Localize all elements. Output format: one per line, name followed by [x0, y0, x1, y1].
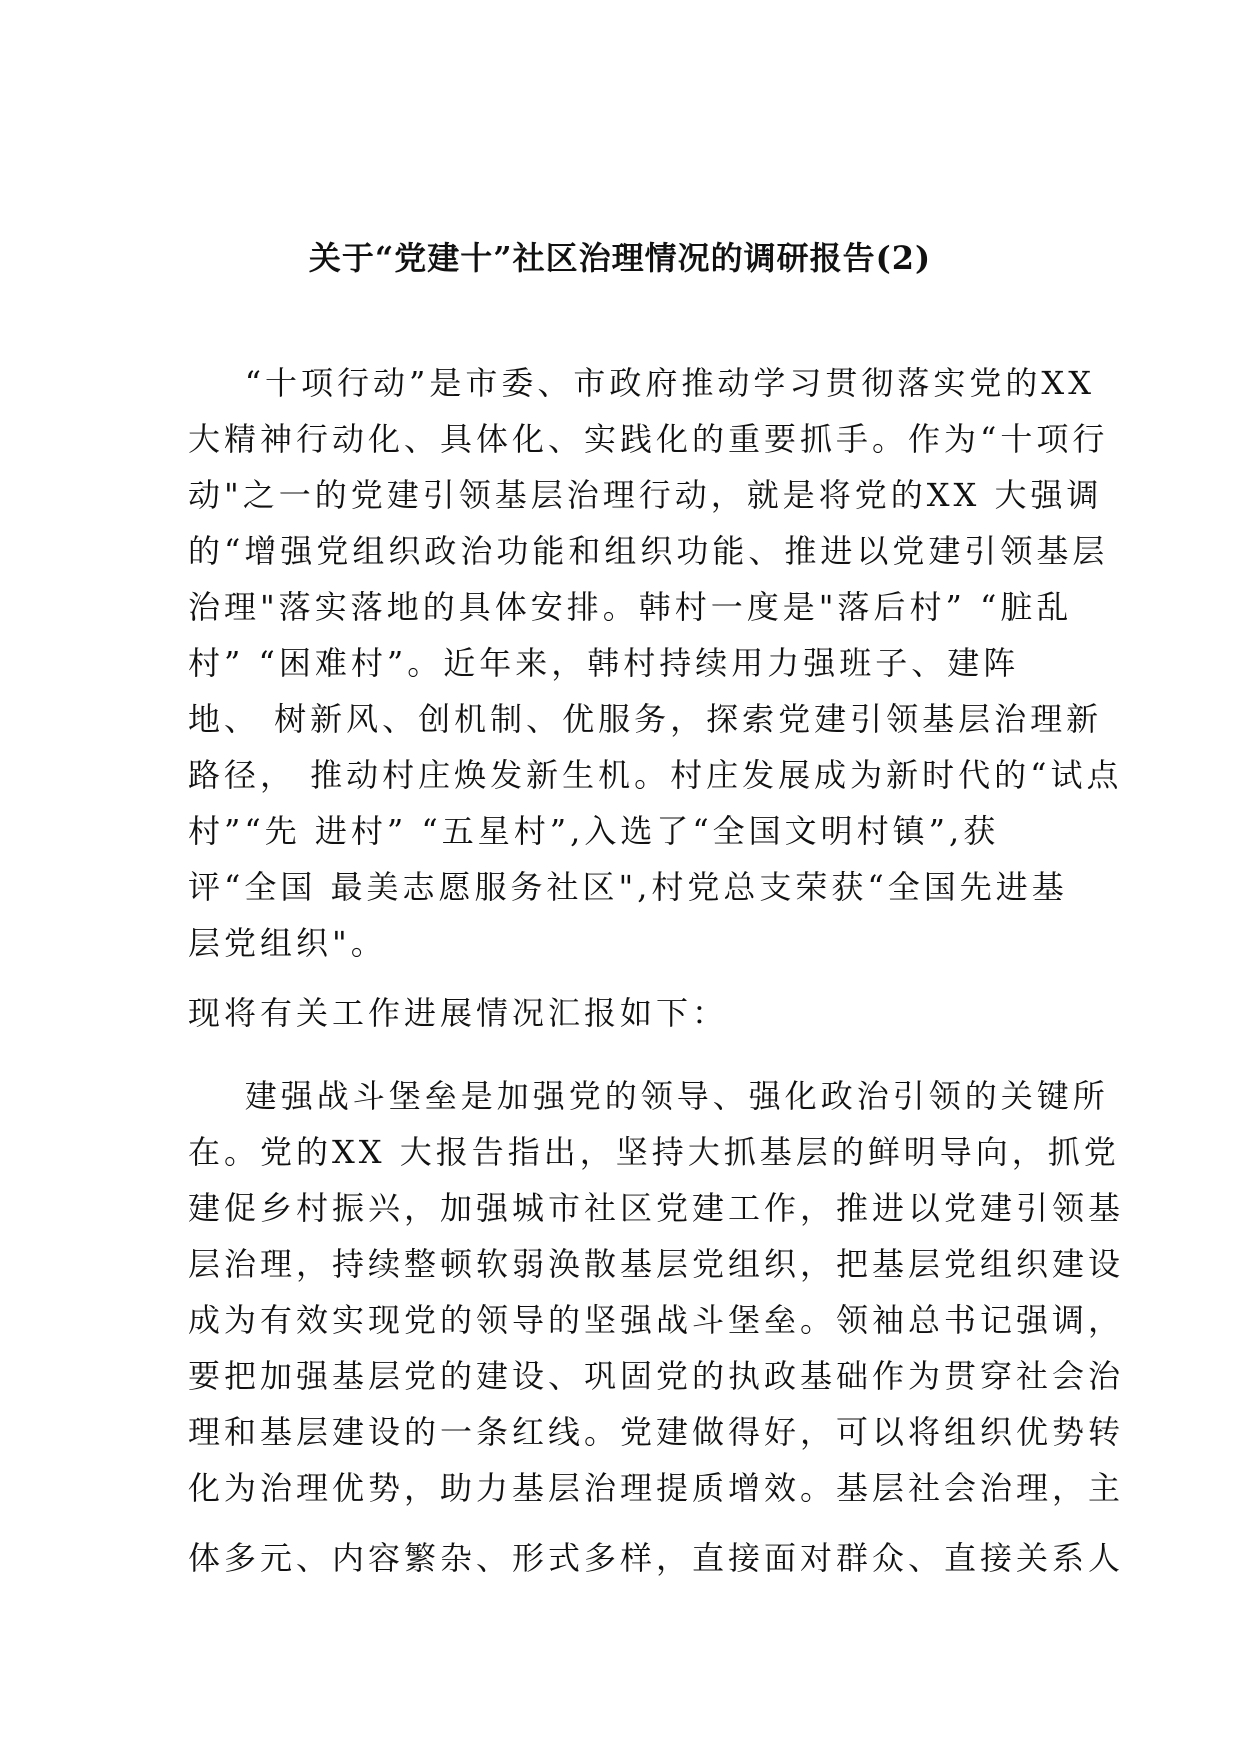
text-line: 评“全国 最美志愿服务社区",村党总支荣获“全国先进基 — [188, 868, 1068, 906]
text-line: 治理"落实落地的具体安排。韩村一度是"落后村” “脏乱 — [188, 588, 1073, 626]
text-line: 层治理，持续整顿软弱涣散基层党组织，把基层党组织建设 — [188, 1245, 1125, 1283]
text-line: 地、 树新风、创机制、优服务，探索党建引领基层治理新 — [188, 700, 1103, 738]
text-line: 理和基层建设的一条红线。党建做得好，可以将组织优势转 — [188, 1413, 1125, 1451]
paragraph-fortress — [188, 1068, 1125, 1586]
paragraph-report-lead — [188, 985, 1068, 1041]
text-line: 要把加强基层党的建设、巩固党的执政基础作为贯穿社会治 — [188, 1357, 1125, 1395]
text-line: 的“增强党组织政治功能和组织功能、推进以党建引领基层 — [188, 532, 1109, 570]
text-line: 成为有效实现党的领导的坚强战斗堡垒。领袖总书记强调， — [188, 1301, 1125, 1339]
text-line: 村”“先 进村” “五星村”,入选了“全国文明村镇”,获 — [188, 812, 1000, 850]
text-line: 村” “困难村”。近年来，韩村持续用力强班子、建阵 — [188, 644, 1020, 682]
text-line: 现将有关工作进展情况汇报如下： — [188, 994, 729, 1032]
text-line: 化为治理优势，助力基层治理提质增效。基层社会治理，主 — [188, 1469, 1125, 1507]
text-line: 层党组织"。 — [188, 924, 387, 962]
paragraph-intro — [188, 355, 1123, 971]
text-line: 动"之一的党建引领基层治理行动，就是将党的XX 大强调 — [188, 476, 1103, 514]
text-line: 路径， 推动村庄焕发新生机。村庄发展成为新时代的“试点 — [188, 756, 1123, 794]
text-line: 在。党的XX 大报告指出，坚持大抓基层的鲜明导向，抓党 — [188, 1133, 1120, 1171]
text-line: “十项行动”是市委、市政府推动学习贯彻落实党的XX — [188, 364, 1095, 402]
text-line: 建强战斗堡垒是加强党的领导、强化政治引领的关键所 — [188, 1077, 1109, 1115]
document-title: 关于“党建十”社区治理情况的调研报告(2) — [308, 239, 932, 277]
text-line: 大精神行动化、具体化、实践化的重要抓手。作为“十项行 — [188, 420, 1109, 458]
text-line: 体多元、内容繁杂、形式多样，直接面对群众、直接关系人 — [188, 1539, 1125, 1577]
text-line: 建促乡村振兴，加强城市社区党建工作，推进以党建引领基 — [188, 1189, 1125, 1227]
